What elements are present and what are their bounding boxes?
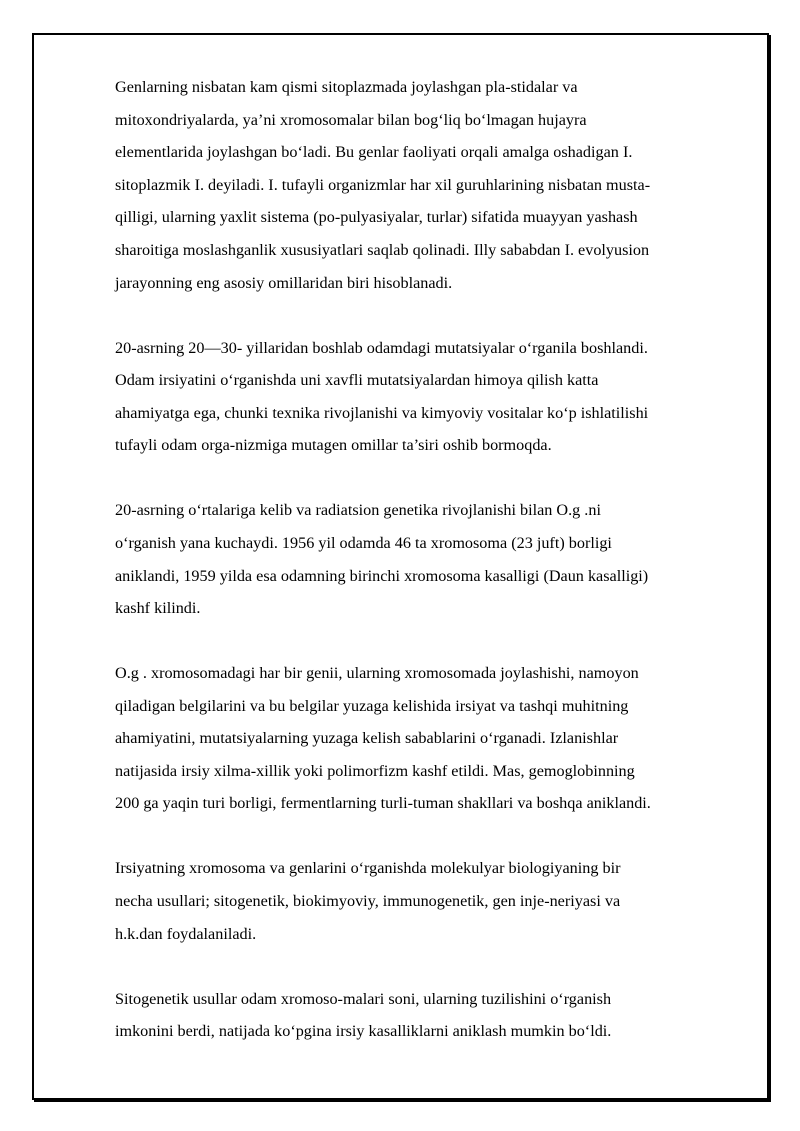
text-line: sitoplazmik I. deyiladi. I. tufayli organizmlar har xil guruhlarining nisbatan musta- [115, 175, 651, 194]
text-line: o‘rganish yana kuchaydi. 1956 yil odamda 46 ta xromosoma (23 juft) borligi [115, 533, 612, 552]
text-line: h.k.dan foydalaniladi. [115, 924, 257, 943]
text-line: tufayli odam orga-nizmiga mutagen omillar ta’siri oshib bormoqda. [115, 436, 552, 455]
text-line: ahamiyatga ega, chunki texnika rivojlanishi va kimyoviy vositalar ko‘p ishlatilishi [115, 403, 649, 422]
text-line: kashf kilindi. [115, 599, 201, 618]
text-line: necha usullari; sitogenetik, biokimyoviy, immunogenetik, gen inje-neriyasi va [115, 892, 621, 911]
text-line: Genlarning nisbatan kam qismi sitoplazmada joylashgan pla-stidalar va [115, 78, 578, 96]
text-line: ahamiyatini, mutatsiyalarning yuzaga kelish sabablarini o‘rganadi. Izlanishlar [115, 729, 619, 748]
text-line: qiladigan belgilarini va bu belgilar yuzaga kelishida irsiyat va tashqi muhitning [115, 696, 629, 715]
text-line: mitoxondriyalarda, ya’ni xromosomalar bilan bog‘liq bo‘lmagan hujayra [115, 110, 587, 129]
paragraph-2 [115, 332, 745, 462]
text-line: qilligi, ularning yaxlit sistema (po-pulyasiyalar, turlar) sifatida muayyan yashash [115, 208, 638, 227]
paragraph-4 [115, 657, 745, 820]
text-line: 20-asrning 20—30- yillaridan boshlab odamdagi mutatsiyalar o‘rganila boshlandi. [115, 338, 648, 357]
paragraph-5 [115, 852, 745, 950]
text-line: O.g . xromosomadagi har bir genii, ularning xromosomada joylashishi, namoyon [115, 664, 639, 683]
text-line: elementlarida joylashgan bo‘ladi. Bu genlar faoliyati orqali amalga oshadigan I. [115, 143, 633, 162]
text-line: sharoitiga moslashganlik xususiyatlari saqlab qolinadi. Illy sababdan I. evolyusion [115, 240, 650, 259]
text-line: Irsiyatning xromosoma va genlarini o‘rganishda molekulyar biologiyaning bir [115, 859, 621, 878]
text-line: aniklandi, 1959 yilda esa odamning birinchi xromosoma kasalligi (Daun kasalligi) [115, 566, 649, 585]
text-line: Sitogenetik usullar odam xromoso-malari soni, ularning tuzilishini o‘rganish [115, 989, 612, 1008]
text-line: imkonini berdi, natijada ko‘pgina irsiy kasalliklarni aniklash mumkin bo‘ldi. [115, 1022, 612, 1041]
text-line: Odam irsiyatini o‘rganishda uni xavfli mutatsiyalardan himoya qilish katta [115, 371, 599, 390]
paragraph-3 [115, 494, 745, 624]
paragraph-1 [115, 71, 745, 299]
text-line: 20-asrning o‘rtalariga kelib va radiatsion genetika rivojlanishi bilan O.g .ni [115, 501, 601, 520]
text-line: natijasida irsiy xilma-xillik yoki polimorfizm kashf etildi. Mas, gemoglobinning [115, 761, 635, 780]
text-line: jarayonning eng asosiy omillaridan biri hisoblanadi. [115, 273, 453, 292]
paragraph-6 [115, 983, 745, 1048]
text-line: 200 ga yaqin turi borligi, fermentlarning turli-tuman shakllari va boshqa aniklandi. [115, 794, 651, 813]
document-body [115, 71, 745, 1048]
